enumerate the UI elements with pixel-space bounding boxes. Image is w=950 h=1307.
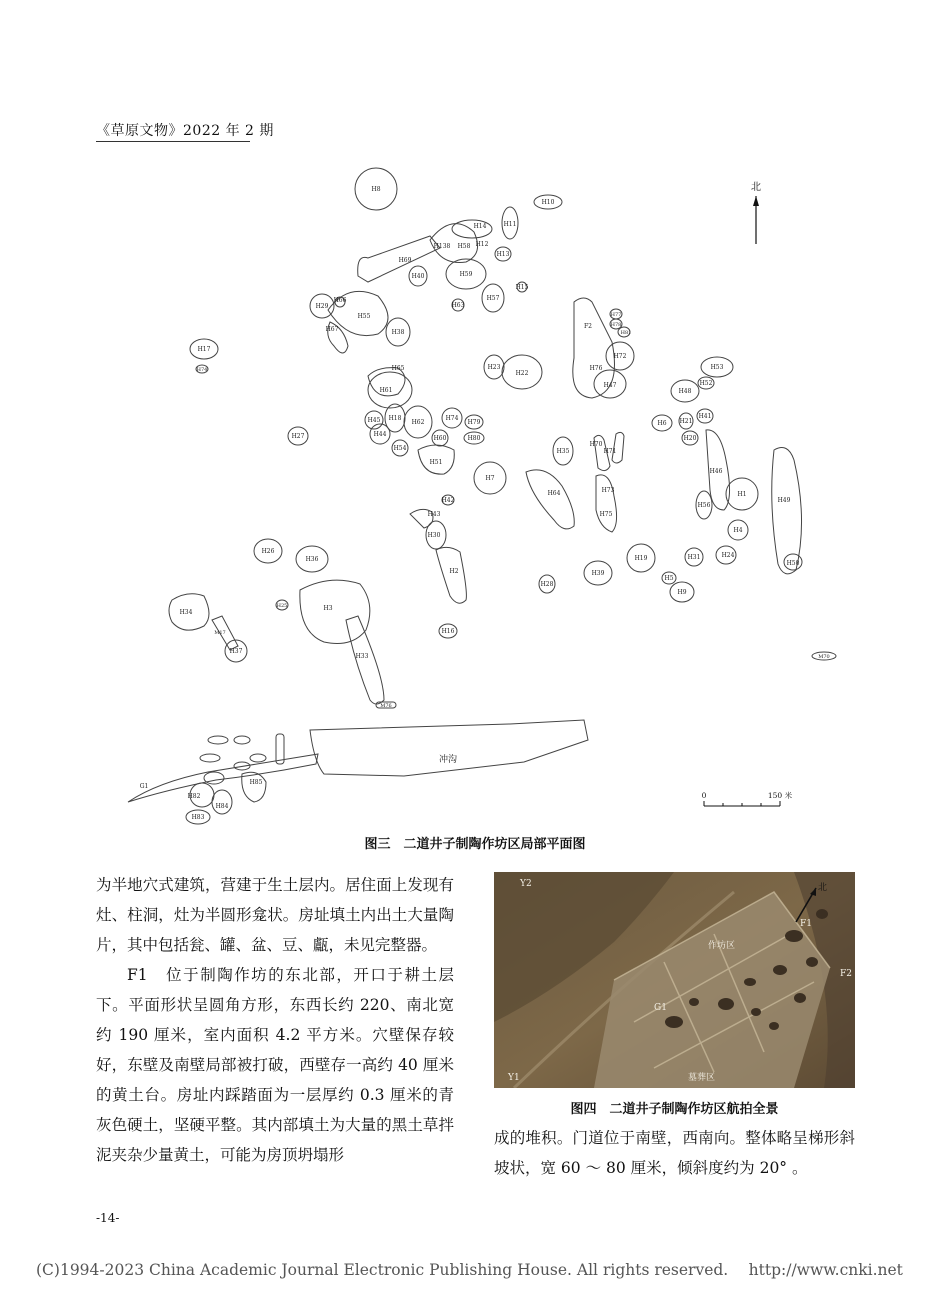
- label-H78: H78: [610, 322, 622, 328]
- label-H48: H48: [678, 388, 692, 395]
- paragraph-2: F1 位于制陶作坊的东北部，开口于耕土层下。平面形状呈圆角方形，东西长约 220、南北宽约 190 厘米，室内面积 4.2 平方米。穴壁保存较好，东壁及南壁局部被打破，西壁存一高约 40 厘米的黄土台。房址内踩踏面为一层厚约 0.3 厘米的青灰色硬土，坚硬平整。其内部填土为大量的黑土草拌泥夹杂少量黄土，可能为房顶坍塌形: [96, 966, 454, 1164]
- label-H52: H52: [699, 380, 713, 387]
- label-H13: H13: [496, 251, 510, 258]
- label-H138: H138: [433, 243, 451, 250]
- label-H5: H5: [664, 575, 674, 582]
- label-H38: H38: [391, 329, 405, 336]
- label-H25: H25: [276, 603, 288, 609]
- header-rule: [96, 141, 250, 142]
- label-H62: H62: [411, 419, 425, 426]
- label-H81: H81: [620, 330, 632, 336]
- label-H21: H21: [679, 418, 693, 425]
- figure4-caption: 图四 二道井子制陶作坊区航拍全景: [570, 1102, 779, 1117]
- page-number: -14-: [96, 1211, 120, 1225]
- label-H17: H17: [197, 346, 211, 353]
- label-H69: H69: [398, 257, 412, 264]
- label-H16: H16: [441, 628, 455, 635]
- label-H63: H63: [451, 302, 465, 309]
- label-H22: H22: [515, 370, 529, 377]
- label-H65: H65: [391, 365, 405, 372]
- label-H77: H77: [610, 312, 622, 318]
- copyright-footer: (C)1994-2023 China Academic Journal Electronic Publishing House. All rights reserved. http://www.cnki.net: [36, 1261, 903, 1279]
- label-H20: H20: [683, 435, 697, 442]
- label-H72: H72: [613, 353, 627, 360]
- label-H57: H57: [486, 295, 500, 302]
- label-H70: H70: [589, 441, 603, 448]
- label-H4: H4: [733, 527, 743, 534]
- label-H31: H31: [687, 554, 701, 561]
- label-H55: H55: [357, 313, 371, 320]
- label-H73: H73: [601, 487, 615, 494]
- label-H50: H50: [786, 560, 800, 567]
- label-H39: H39: [591, 570, 605, 577]
- label-H40: H40: [411, 273, 425, 280]
- label-H24: H24: [721, 552, 735, 559]
- label-H66: H66: [333, 297, 347, 304]
- label-H56: H56: [697, 502, 711, 509]
- scale-bar: [704, 801, 780, 806]
- label-H33: H33: [355, 653, 369, 660]
- label-H59: H59: [459, 271, 473, 278]
- label-H19: H19: [634, 555, 648, 562]
- photo-label-y2: Y2: [520, 879, 532, 889]
- label-H82: H82: [187, 793, 201, 800]
- label-H9: H9: [677, 589, 687, 596]
- paragraph-3: 成的堆积。门道位于南壁，西南向。整体略呈梯形斜坡状，宽 60 ～ 80 厘米，倾斜度约为 20° 。: [494, 1129, 855, 1177]
- site-plan-figure: [100, 150, 860, 830]
- label-H27: H27: [291, 433, 305, 440]
- label-M76: M76: [380, 703, 392, 709]
- label-H23: H23: [487, 364, 501, 371]
- scale-end: 150 米: [767, 791, 793, 800]
- photo-label-f1: F1: [800, 919, 812, 929]
- label-M17: M17: [214, 630, 226, 636]
- label-F2: F2: [584, 323, 592, 330]
- left-column: [96, 870, 454, 1170]
- label-H8: H8: [371, 186, 381, 193]
- label-H71: H71: [603, 448, 617, 455]
- label-H74-small: H74: [196, 367, 208, 373]
- label-G1: G1: [139, 783, 149, 790]
- label-H11: H11: [503, 221, 517, 228]
- label-H64: H64: [547, 490, 561, 497]
- features: [128, 168, 836, 824]
- journal-header: 《草原文物》2022 年 2 期: [96, 123, 274, 139]
- label-H41: H41: [698, 413, 712, 420]
- ravine-label: 冲沟: [438, 755, 458, 765]
- aerial-photo: [494, 872, 855, 1088]
- label-H37: H37: [229, 648, 243, 655]
- label-H35: H35: [556, 448, 570, 455]
- label-H6: H6: [657, 420, 667, 427]
- label-H15: H15: [515, 284, 529, 291]
- right-column: [494, 1123, 855, 1183]
- label-H10: H10: [541, 199, 555, 206]
- paragraph-1: 为半地穴式建筑，营建于生土层内。居住面上发现有灶、柱洞，灶为半圆形龛状。房址填土内出土大量陶片，其中包括瓮、罐、盆、豆、甗，未见完整器。: [96, 876, 454, 954]
- label-H36: H36: [305, 556, 319, 563]
- label-H46: H46: [709, 468, 723, 475]
- label-H79: H79: [467, 419, 481, 426]
- label-H58: H58: [457, 243, 471, 250]
- photo-label-g1: G1: [654, 1003, 667, 1013]
- label-H51: H51: [429, 459, 443, 466]
- scale-start: 0: [701, 791, 707, 800]
- label-H30: H30: [427, 532, 441, 539]
- photo-label-cemetery: 墓葬区: [688, 1073, 716, 1083]
- label-H26: H26: [261, 548, 275, 555]
- label-H45: H45: [367, 417, 381, 424]
- label-H76: H76: [589, 365, 603, 372]
- label-H47: H47: [603, 382, 617, 389]
- label-H3: H3: [323, 605, 333, 612]
- photo-label-f2: F2: [840, 969, 852, 979]
- label-H53: H53: [710, 364, 724, 371]
- label-H54: H54: [393, 445, 407, 452]
- label-H43: H43: [427, 511, 441, 518]
- label-H1: H1: [737, 491, 747, 498]
- label-H61: H61: [379, 387, 393, 394]
- photo-label-y1: Y1: [508, 1073, 520, 1083]
- label-H18: H18: [388, 415, 402, 422]
- label-H85: H85: [249, 779, 263, 786]
- label-H7: H7: [485, 475, 495, 482]
- label-H28: H28: [540, 581, 554, 588]
- label-H2: H2: [449, 568, 459, 575]
- label-H29: H29: [315, 303, 329, 310]
- label-M70: M70: [818, 654, 830, 660]
- label-H75: H75: [599, 511, 613, 518]
- label-H44: H44: [373, 431, 387, 438]
- north-label: 北: [751, 182, 761, 193]
- photo-label-workshop: 作坊区: [708, 941, 736, 951]
- photo-label-north: 北: [818, 883, 828, 893]
- figure3-caption: 图三 二道井子制陶作坊区局部平面图: [364, 837, 586, 852]
- label-H49: H49: [777, 497, 791, 504]
- label-H42: H42: [441, 497, 455, 504]
- label-H12: H12: [475, 241, 489, 248]
- label-H84: H84: [215, 803, 229, 810]
- label-H67: H67: [325, 326, 339, 333]
- label-H80: H80: [467, 435, 481, 442]
- label-H74: H74: [445, 415, 459, 422]
- label-H60: H60: [433, 435, 447, 442]
- label-H14: H14: [473, 223, 487, 230]
- label-H34: H34: [179, 609, 193, 616]
- label-H83: H83: [191, 814, 205, 821]
